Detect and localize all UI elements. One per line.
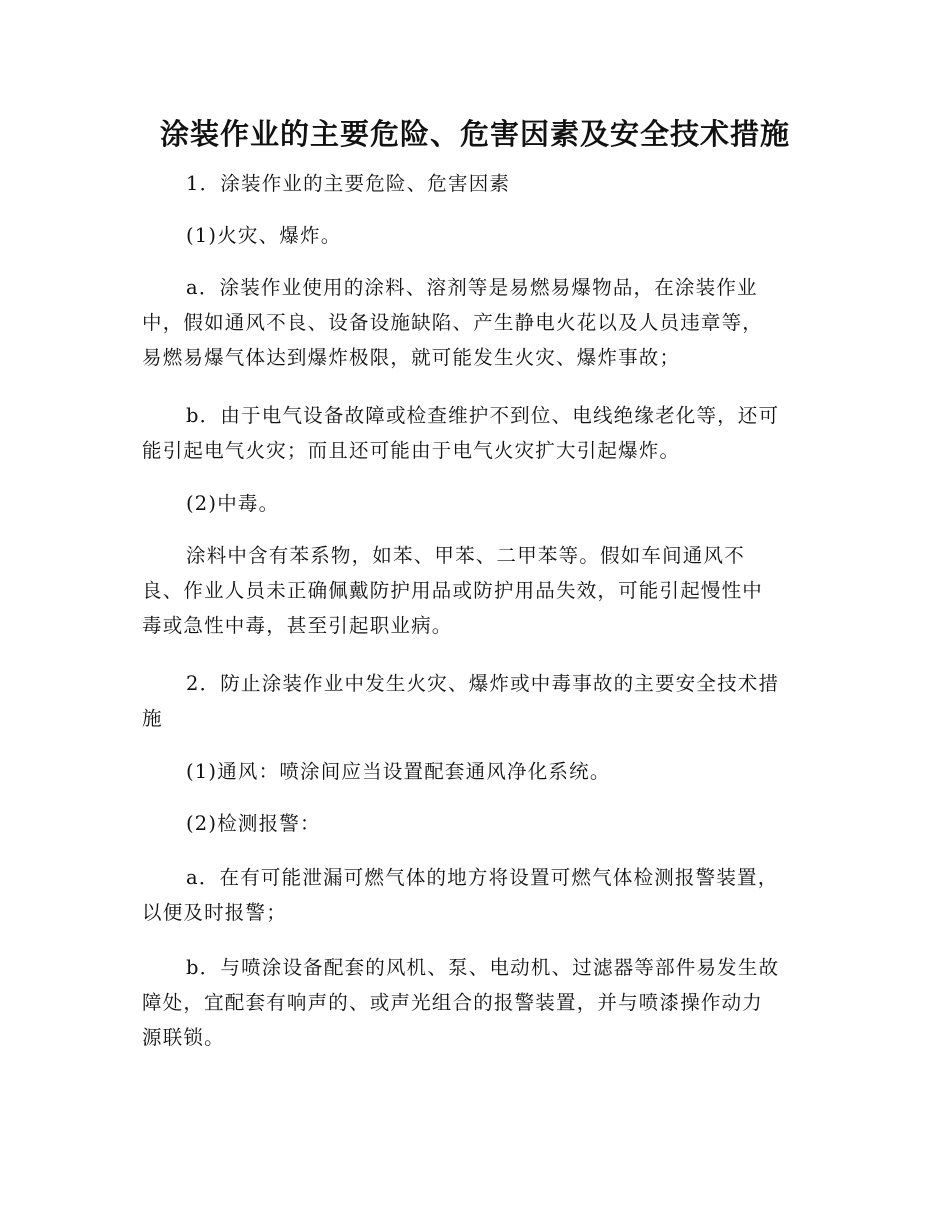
- paragraph-line: (1)通风：喷涂间应当设置配套通风净化系统。: [186, 760, 611, 783]
- paragraph-line: 毒或急性中毒，甚至引起职业病。: [142, 614, 453, 637]
- paragraph-5: [142, 486, 804, 521]
- paragraph-line: 1．涂装作业的主要危险、危害因素: [186, 172, 511, 195]
- paragraph-line: (2)中毒。: [186, 492, 280, 515]
- paragraph-line: 以便及时报警；: [142, 901, 287, 924]
- paragraph-line: 中，假如通风不良、设备设施缺陷、产生静电火花以及人员违章等，: [142, 311, 764, 334]
- paragraph-line: (2)检测报警：: [186, 812, 321, 835]
- paragraph-line: 2．防止涂装作业中发生火灾、爆炸或中毒事故的主要安全技术措: [186, 672, 780, 695]
- paragraph-line: 能引起电气火灾；而且还可能由于电气火灾扩大引起爆炸。: [142, 439, 681, 462]
- paragraph-line: 施: [142, 707, 163, 730]
- paragraph-line: (1)火灾、爆炸。: [186, 224, 342, 247]
- paragraph-10: [142, 860, 804, 930]
- paragraph-line: 良、作业人员未正确佩戴防护用品或防护用品失效，可能引起慢性中: [142, 579, 764, 602]
- paragraph-line: 源联锁。: [142, 1026, 225, 1049]
- paragraph-2: [142, 218, 804, 253]
- paragraph-3: [142, 270, 804, 375]
- paragraph-line: 障处，宜配套有响声的、或声光组合的报警装置，并与喷漆操作动力: [142, 991, 764, 1014]
- paragraph-line: 易燃易爆气体达到爆炸极限，就可能发生火灾、爆炸事故；: [142, 346, 681, 369]
- document-title: 涂装作业的主要危险、危害因素及安全技术措施: [159, 117, 790, 151]
- paragraph-4: [142, 398, 804, 468]
- paragraph-line: b．与喷涂设备配套的风机、泵、电动机、过滤器等部件易发生故: [186, 956, 780, 979]
- paragraph-9: [142, 806, 804, 841]
- paragraph-line: b．由于电气设备故障或检查维护不到位、电线绝缘老化等，还可: [186, 404, 780, 427]
- paragraph-line: 涂料中含有苯系物，如苯、甲苯、二甲苯等。假如车间通风不: [186, 544, 745, 567]
- paragraph-8: [142, 754, 804, 789]
- paragraph-11: [142, 950, 804, 1055]
- paragraph-6: [142, 538, 804, 643]
- paragraph-7: [142, 666, 804, 736]
- paragraph-1: [142, 166, 804, 201]
- paragraph-line: a．在有可能泄漏可燃气体的地方将设置可燃气体检测报警装置，: [186, 866, 779, 889]
- paragraph-line: a．涂装作业使用的涂料、溶剂等是易燃易爆物品，在涂装作业: [186, 276, 758, 299]
